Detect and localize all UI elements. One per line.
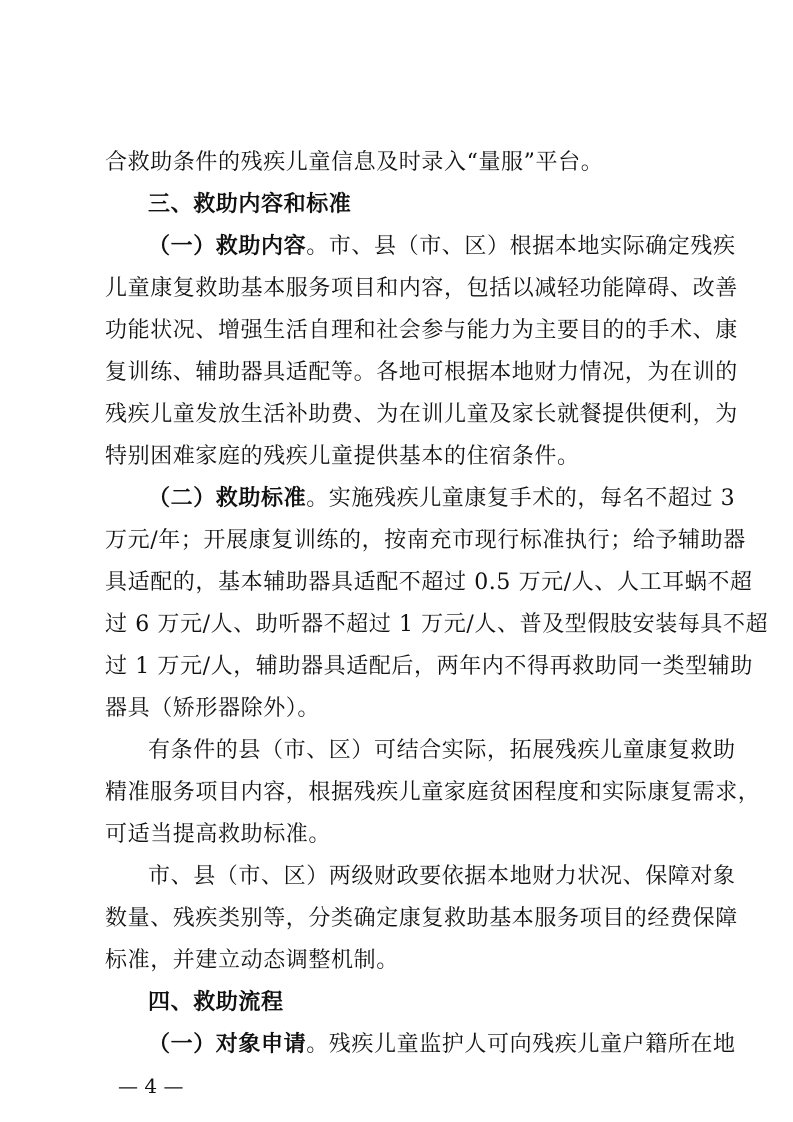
paragraph-line: 可适当提高救助标准。 (105, 822, 332, 847)
line-text: 。残疾儿童监护人可向残疾儿童户籍所在地 (306, 1032, 736, 1057)
paragraph-line: 具适配的，基本辅助器具适配不超过 0.5 万元/人、人工耳蜗不超 (105, 570, 753, 595)
paragraph-line: 万元/年；开展康复训练的，按南充市现行标准执行；给予辅助器 (105, 528, 746, 553)
subsection-label-content: （一）救助内容 (148, 234, 307, 259)
subsection-label-application: （一）对象申请 (148, 1032, 307, 1057)
paragraph-line (148, 1030, 736, 1060)
paragraph-line: 特别困难家庭的残疾儿童提供基本的住宿条件。 (105, 444, 580, 469)
paragraph-line: 功能状况、增强生活自理和社会参与能力为主要目的的手术、康 (105, 318, 738, 343)
paragraph-line: 精准服务项目内容，根据残疾儿童家庭贫困程度和实际康复需求， (105, 780, 761, 805)
section-heading-4: 四、救助流程 (148, 990, 284, 1015)
paragraph-line: 复训练、辅助器具适配等。各地可根据本地财力情况，为在训的 (105, 360, 738, 385)
paragraph-line: 儿童康复救助基本服务项目和内容，包括以减轻功能障碍、改善 (105, 276, 738, 301)
section-heading-3: 三、救助内容和标准 (148, 192, 352, 217)
paragraph-line: 市、县（市、区）两级财政要依据本地财力状况、保障对象 (148, 864, 736, 889)
line-text: 。市、县（市、区）根据本地实际确定残疾 (306, 234, 736, 259)
paragraph-line: 过 6 万元/人、助听器不超过 1 万元/人、普及型假肢安装每具不超 (105, 612, 769, 637)
paragraph-line: 过 1 万元/人，辅助器具适配后，两年内不得再救助同一类型辅助 (105, 654, 753, 679)
page-number: — 4 — (118, 1074, 184, 1098)
paragraph-line: 数量、残疾类别等，分类确定康复救助基本服务项目的经费保障 (105, 906, 738, 931)
line-text: 。实施残疾儿童康复手术的，每名不超过 3 (306, 486, 736, 511)
paragraph-line (148, 232, 736, 262)
paragraph-line (148, 484, 735, 514)
paragraph-line: 有条件的县（市、区）可结合实际，拓展残疾儿童康复救助 (148, 738, 736, 763)
subsection-label-standard: （二）救助标准 (148, 486, 307, 511)
paragraph-line: 合救助条件的残疾儿童信息及时录入“量服”平台。 (105, 150, 604, 175)
paragraph-line: 器具（矫形器除外）。 (105, 696, 321, 721)
paragraph-line: 残疾儿童发放生活补助费、为在训儿童及家长就餐提供便利，为 (105, 402, 738, 427)
paragraph-line: 标准，并建立动态调整机制。 (105, 948, 399, 973)
